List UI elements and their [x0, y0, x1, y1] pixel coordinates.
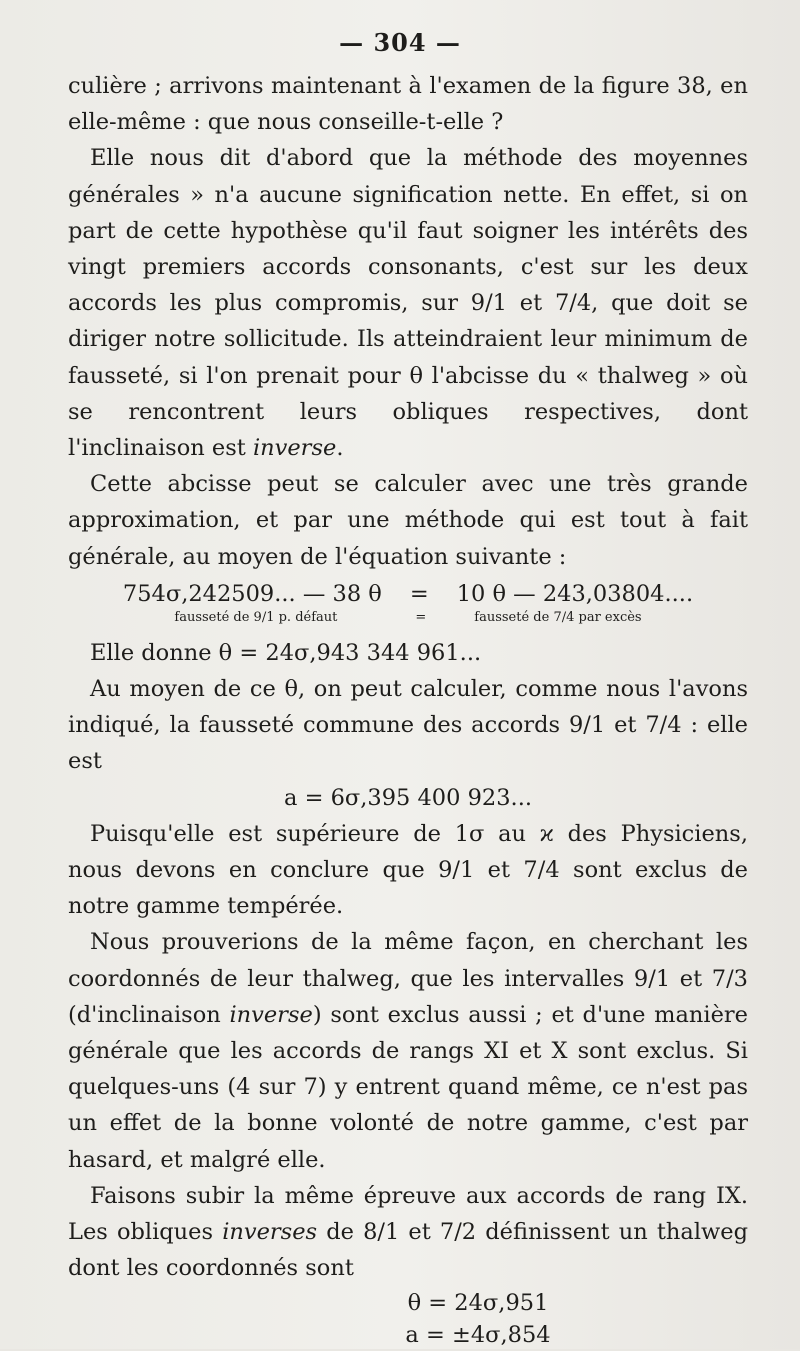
equation-caption	[68, 609, 748, 627]
paragraph-8	[68, 1178, 748, 1287]
equation-right: 10 θ — 243,03804....	[456, 580, 694, 607]
paragraph-5-equation: a = 6σ,395 400 923...	[284, 784, 532, 811]
final-theta: θ = 24σ,951	[407, 1289, 549, 1316]
caption-left: fausseté de 9/1 p. défaut	[174, 609, 338, 625]
paragraph-7	[68, 924, 748, 1177]
final-equations	[68, 1287, 748, 1351]
caption-equals: =	[415, 609, 427, 625]
equation-equals: =	[409, 580, 429, 607]
paragraph-8-emphasis: inverses	[222, 1219, 318, 1246]
paragraph-2-emphasis: inverse	[252, 435, 337, 462]
paragraph-8-text: Faisons subir la même épreuve aux accords de rang IX. Les obliques	[68, 1182, 748, 1246]
paragraph-4: Elle donne θ = 24σ,943 344 961...	[90, 639, 482, 666]
paragraph-2	[68, 140, 748, 466]
paragraph-3: Cette abcisse peut se calculer avec une très grande approximation, et par une méthode qui est tout à fait générale, au moyen de l'équation suivante :	[68, 471, 748, 570]
body-text	[68, 68, 748, 1351]
paragraph-2-end: .	[336, 435, 344, 462]
equation-left: 754σ,242509... — 38 θ	[122, 580, 382, 607]
paragraph-6: Puisqu'elle est supérieure de 1σ au ϰ des Physiciens, nous devons en conclure que 9/1 et 7/4 sont exclus de notre gamme tempérée.	[68, 820, 748, 920]
caption-right: fausseté de 7/4 par excès	[474, 609, 642, 625]
paragraph-7-emphasis: inverse	[229, 1001, 313, 1028]
paragraph-1: culière ; arrivons maintenant à l'examen de la figure 38, en elle-même : que nous conseille-t-elle ?	[68, 73, 748, 136]
equation	[68, 579, 748, 609]
page-number: — 304 —	[339, 28, 461, 57]
paragraph-5: Au moyen de ce θ, on peut calculer, comme nous l'avons indiqué, la fausseté commune des accords 9/1 et 7/4 : elle est	[68, 676, 748, 775]
paragraph-7-end: ) sont exclus aussi ; et d'une manière générale que les accords de rangs XI et X sont exclus. Si quelques-uns (4 sur 7) y entrent quand même, ce n'est pas un effet de la bonne volonté de notre gamme, c'est par hasard, et malgré elle.	[68, 1001, 748, 1173]
final-a: a = ±4σ,854	[405, 1321, 551, 1348]
paragraph-7-text: Nous prouverions de la même façon, en cherchant les coordonnés de leur thalweg, que les intervalles 9/1 et 7/3 (d'inclinaison	[68, 929, 748, 1028]
paragraph-2-text: Elle nous dit d'abord que la méthode des moyennes générales » n'a aucune signification nette. En effet, si on part de cette hypothèse qu'il faut soigner les intérêts des vingt premiers accords consonants, c'est sur les deux accords les plus compromis, sur 9/1 et 7/4, que doit se diriger notre sollicitude. Ils atteindraient leur minimum de fausseté, si l'on prenait pour θ l'abcisse du « thalweg » où se rencontrent leurs obliques respectives, dont l'inclinaison est	[68, 145, 748, 462]
paragraph-8-end: de 8/1 et 7/2 définissent un thalweg dont les coordonnés sont	[68, 1219, 748, 1282]
